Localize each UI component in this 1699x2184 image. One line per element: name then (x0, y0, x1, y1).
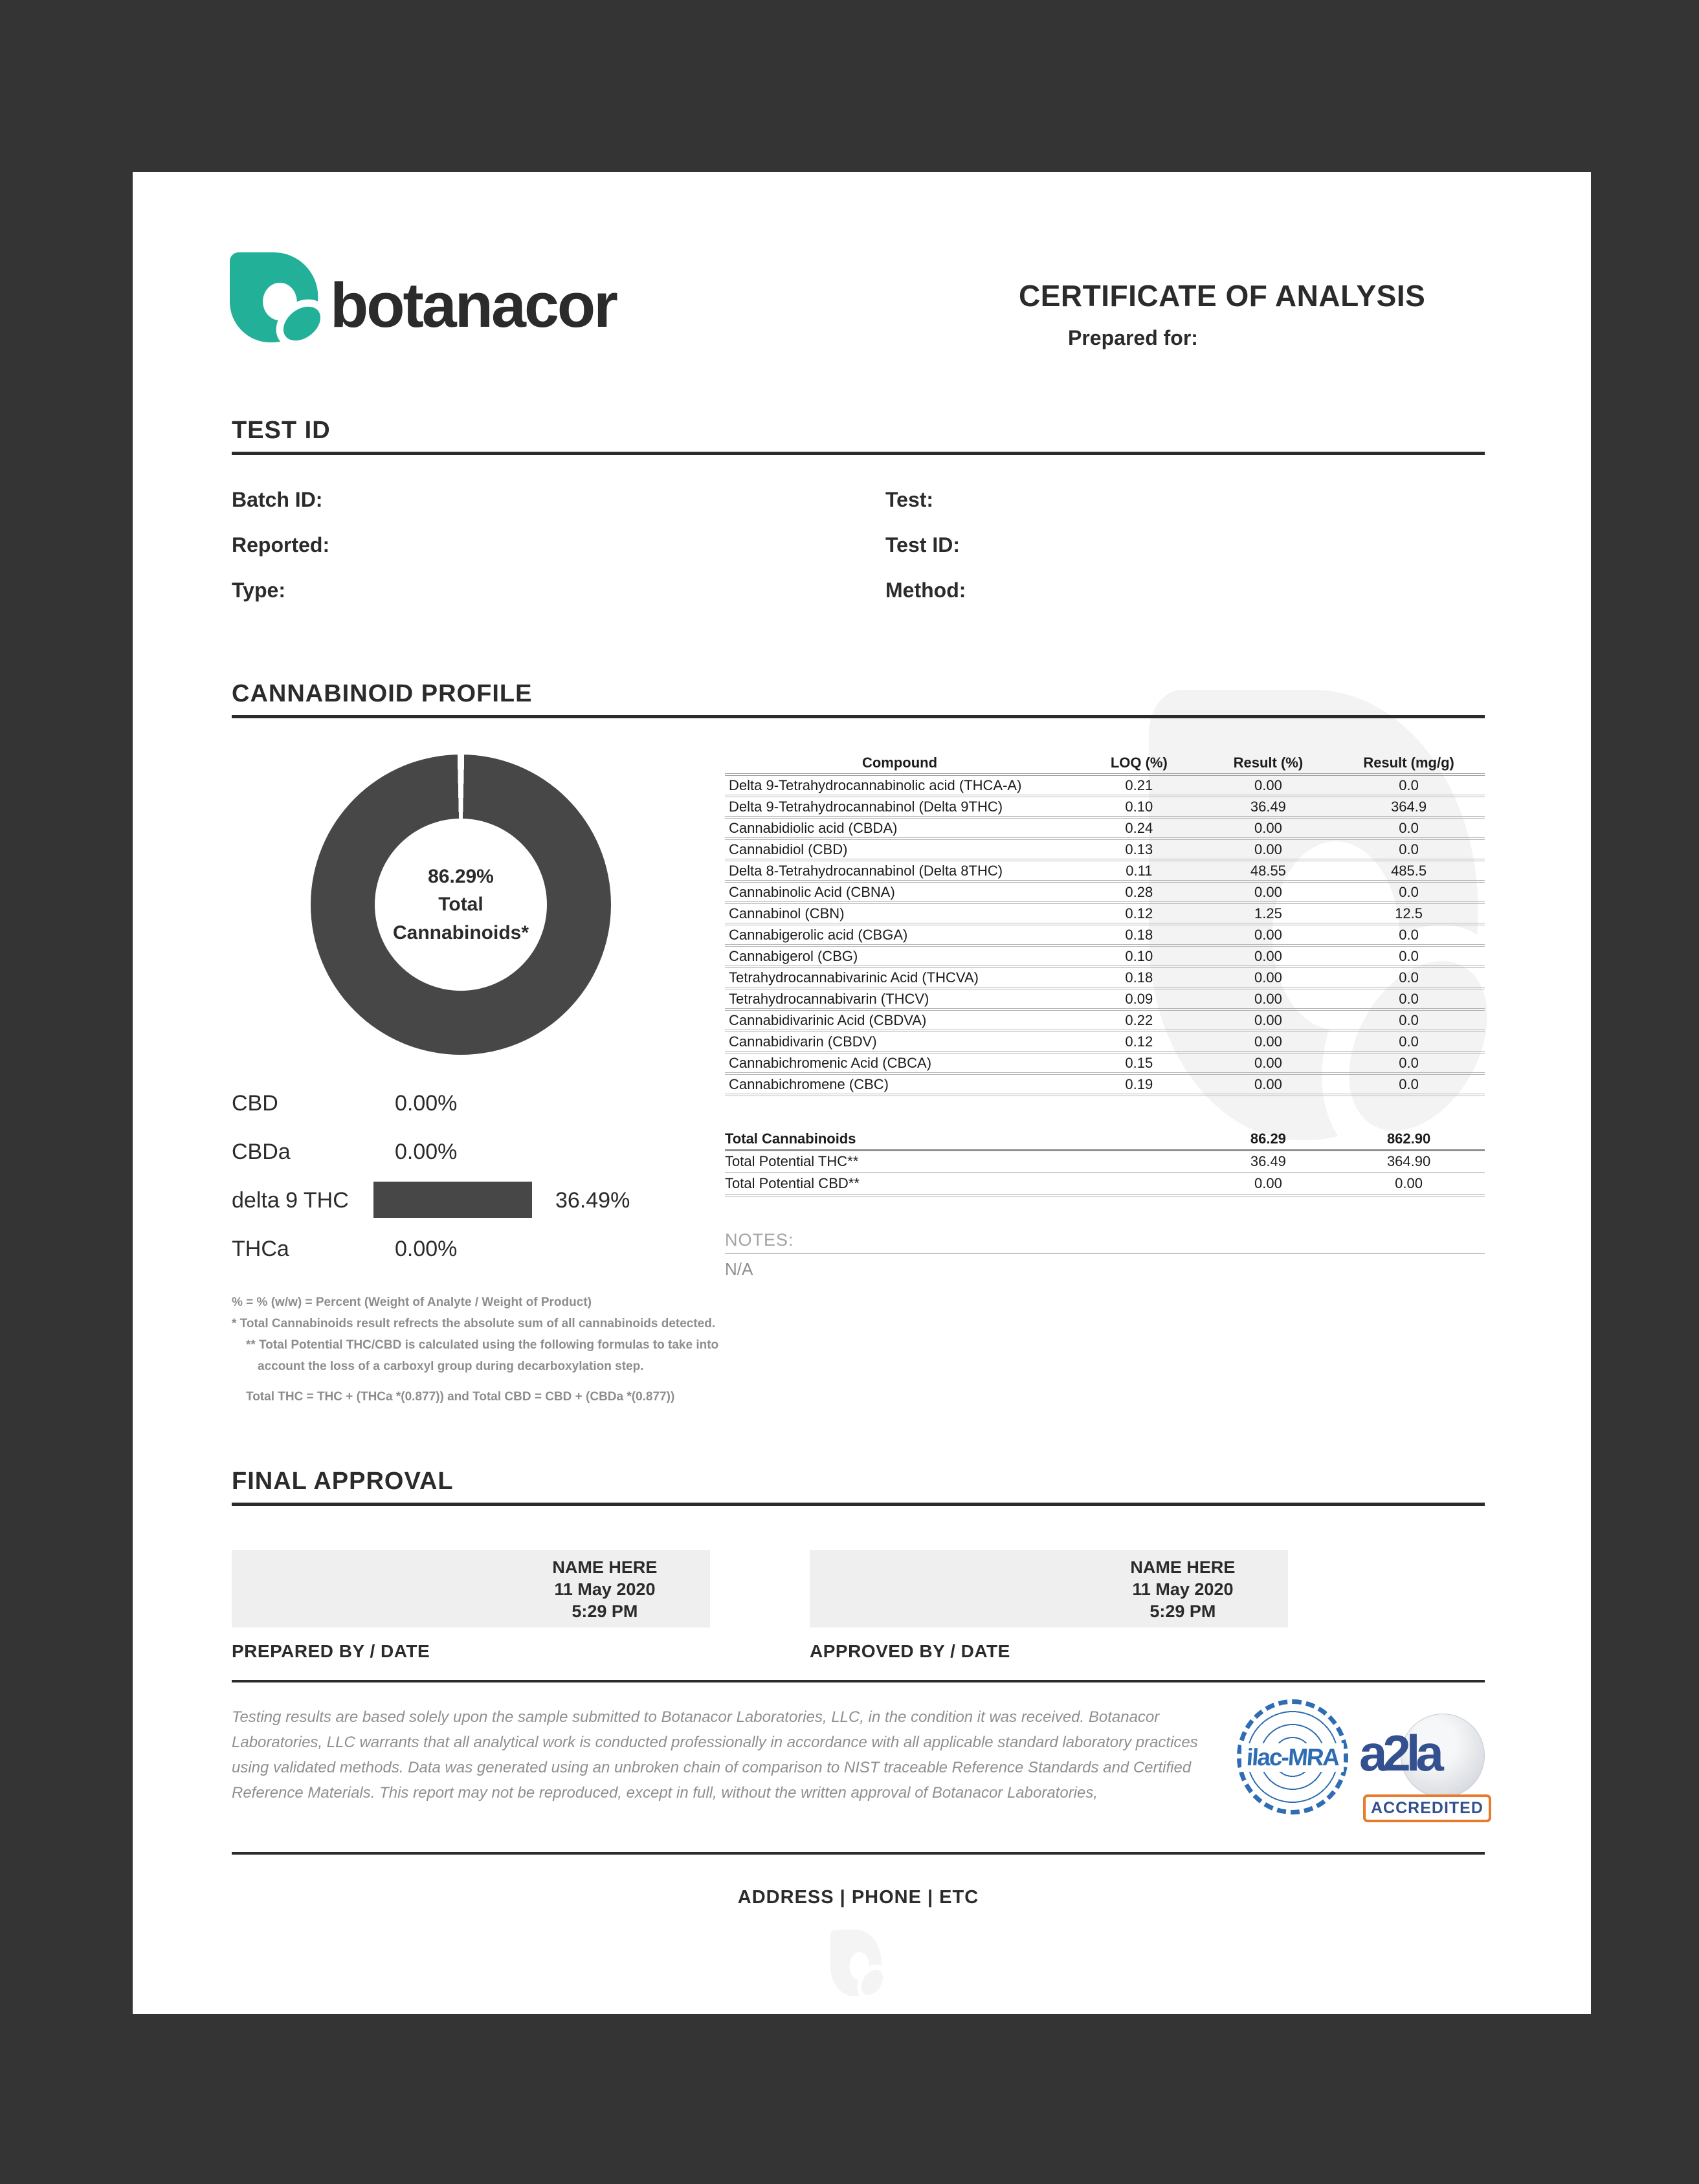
botanacor-watermark-small (830, 1930, 883, 2006)
compound-result-pct: 0.00 (1204, 1031, 1333, 1052)
totals-label: Total Cannabinoids (725, 1129, 1204, 1151)
prepared-by-name: NAME HERE (552, 1558, 658, 1577)
compound-loq: 0.15 (1074, 1052, 1204, 1074)
compound-result-mgg: 485.5 (1333, 860, 1485, 881)
prepared-by-time: 5:29 PM (572, 1602, 638, 1621)
compound-loq: 0.09 (1074, 988, 1204, 1009)
bar-row (232, 1129, 711, 1178)
totals-row (725, 1173, 1485, 1195)
final-approval-heading: FINAL APPROVAL (232, 1468, 454, 1495)
compound-name: Cannabichromene (CBC) (725, 1074, 1074, 1095)
totals-mgg: 0.00 (1333, 1173, 1485, 1195)
approved-by-signature-text (1078, 1550, 1288, 1622)
donut-hole (375, 819, 547, 991)
compound-result-pct: 36.49 (1204, 796, 1333, 817)
compound-row (725, 945, 1485, 967)
compound-result-pct: 48.55 (1204, 860, 1333, 881)
totals-pct: 36.49 (1204, 1151, 1333, 1173)
compound-loq: 0.18 (1074, 924, 1204, 945)
compound-row (725, 775, 1485, 796)
compound-result-pct: 0.00 (1204, 945, 1333, 967)
compound-result-pct: 1.25 (1204, 903, 1333, 924)
field-method: Method: (885, 579, 966, 602)
total-cannabinoids-donut-chart (311, 755, 611, 1055)
donut-value: 86.29% (428, 865, 494, 887)
footnote-line: account the loss of a carboxyl group during decarboxylation step. (258, 1360, 644, 1373)
approved-by-label: APPROVED BY / DATE (810, 1641, 1010, 1661)
compound-name: Cannabigerolic acid (CBGA) (725, 924, 1074, 945)
bar-fill (373, 1182, 532, 1218)
col-result-pct: Result (%) (1204, 753, 1333, 775)
bar-value: 36.49% (555, 1188, 630, 1213)
compound-result-mgg: 364.9 (1333, 796, 1485, 817)
approved-by-date: 11 May 2020 (1132, 1580, 1234, 1599)
totals-mgg: 862.90 (1333, 1129, 1485, 1151)
compound-table-header-row (725, 753, 1485, 775)
compound-row (725, 988, 1485, 1009)
totals-mgg: 364.90 (1333, 1151, 1485, 1173)
compound-loq: 0.22 (1074, 1009, 1204, 1031)
compound-name: Cannabinolic Acid (CBNA) (725, 881, 1074, 903)
compound-row (725, 1031, 1485, 1052)
final-approval-rule (232, 1503, 1485, 1506)
compound-result-mgg: 0.0 (1333, 945, 1485, 967)
compound-loq: 0.24 (1074, 817, 1204, 839)
bar-label: CBD (232, 1091, 278, 1116)
certificate-header (1019, 279, 1498, 350)
compound-result-mgg: 0.0 (1333, 1031, 1485, 1052)
ilac-mra-label: ilac-MRA (1245, 1743, 1340, 1770)
footnote-line: Total THC = THC + (THCa *(0.877)) and Total CBD = CBD + (CBDa *(0.877)) (246, 1390, 675, 1404)
totals-pct: 86.29 (1204, 1129, 1333, 1151)
compound-result-mgg: 0.0 (1333, 1052, 1485, 1074)
profile-footnotes (232, 1292, 724, 1407)
field-batch-id: Batch ID: (232, 488, 323, 511)
bar-value: 0.00% (395, 1091, 458, 1116)
col-loq: LOQ (%) (1074, 753, 1204, 775)
compound-result-mgg: 12.5 (1333, 903, 1485, 924)
compound-loq: 0.19 (1074, 1074, 1204, 1095)
certificate-title: CERTIFICATE OF ANALYSIS (1019, 279, 1426, 313)
compound-row (725, 924, 1485, 945)
compound-name: Delta 8-Tetrahydrocannabinol (Delta 8THC) (725, 860, 1074, 881)
compound-result-mgg: 0.0 (1333, 1009, 1485, 1031)
compound-name: Cannabidivarin (CBDV) (725, 1031, 1074, 1052)
compound-result-mgg: 0.0 (1333, 924, 1485, 945)
disclaimer-text: Testing results are based solely upon the sample submitted to Botanacor Laboratories, LLC, in the condition it was received. Botanacor Laboratories, LLC warrants that all analytical work is conducted professionally in accordance with all applicable standard laboratory practices using validated methods. Data was generated using an unbroken chain of comparison to NIST traceable Reference Standards and Certified Reference Materials. This report may not be reproduced, except in full, without the written approval of Botanacor Laboratories, (232, 1708, 1198, 1802)
compound-name: Cannabidiolic acid (CBDA) (725, 817, 1074, 839)
footer-rule (232, 1852, 1485, 1855)
compound-row (725, 860, 1485, 881)
compound-result-pct: 0.00 (1204, 1009, 1333, 1031)
compound-name: Cannabinol (CBN) (725, 903, 1074, 924)
bar-label: CBDa (232, 1140, 291, 1164)
cannabinoid-profile-heading: CANNABINOID PROFILE (232, 680, 533, 707)
bar-row (232, 1081, 711, 1129)
compound-name: Tetrahydrocannabivarin (THCV) (725, 988, 1074, 1009)
compound-loq: 0.21 (1074, 775, 1204, 796)
compound-name: Tetrahydrocannabivarinic Acid (THCVA) (725, 967, 1074, 988)
compound-loq: 0.13 (1074, 839, 1204, 860)
notes-value: N/A (725, 1259, 753, 1279)
bar-label: THCa (232, 1237, 289, 1261)
certificate-page (133, 172, 1591, 2014)
compound-result-mgg: 0.0 (1333, 775, 1485, 796)
donut-line2: Total (438, 894, 483, 916)
botanacor-logo-icon (230, 252, 322, 355)
compound-result-pct: 0.00 (1204, 988, 1333, 1009)
approved-by-time: 5:29 PM (1149, 1602, 1216, 1621)
a2la-accredited-badge (1363, 1794, 1491, 1822)
compound-result-pct: 0.00 (1204, 967, 1333, 988)
prepared-by-date: 11 May 2020 (554, 1580, 656, 1599)
field-reported: Reported: (232, 533, 330, 557)
a2la-accredited-label: ACCREDITED (1371, 1799, 1483, 1817)
bar-label: delta 9 THC (232, 1188, 349, 1213)
col-compound: Compound (725, 753, 1074, 775)
donut-center-label (393, 863, 529, 947)
bar-row (232, 1226, 711, 1275)
compound-result-mgg: 0.0 (1333, 817, 1485, 839)
prepared-by-label: PREPARED BY / DATE (232, 1641, 430, 1661)
compound-table (725, 753, 1485, 1096)
disclaimer-top-rule (232, 1680, 1485, 1682)
bar-value: 0.00% (395, 1237, 458, 1261)
footnote-line: * Total Cannabinoids result refrects the absolute sum of all cannabinoids detected. (232, 1317, 716, 1330)
bar-row (232, 1178, 711, 1226)
compound-loq: 0.18 (1074, 967, 1204, 988)
approved-by-name: NAME HERE (1130, 1558, 1236, 1577)
compound-name: Cannabidivarinic Acid (CBDVA) (725, 1009, 1074, 1031)
compound-result-pct: 0.00 (1204, 839, 1333, 860)
compound-loq: 0.10 (1074, 796, 1204, 817)
compound-row (725, 903, 1485, 924)
totals-label: Total Potential THC** (725, 1151, 1204, 1173)
cannabinoid-bar-list (232, 1081, 711, 1275)
compound-loq: 0.28 (1074, 881, 1204, 903)
compound-row (725, 839, 1485, 860)
totals-row (725, 1151, 1485, 1173)
compound-loq: 0.10 (1074, 945, 1204, 967)
test-id-rule (232, 452, 1485, 455)
compound-name: Cannabidiol (CBD) (725, 839, 1074, 860)
field-test: Test: (885, 488, 934, 511)
compound-result-mgg: 0.0 (1333, 881, 1485, 903)
ilac-mra-seal-icon (1237, 1699, 1348, 1814)
compound-row (725, 881, 1485, 903)
footnote-line: ** Total Potential THC/CBD is calculated using the following formulas to take into (246, 1338, 719, 1352)
totals-label: Total Potential CBD** (725, 1173, 1204, 1195)
prepared-for-label: Prepared for: (1068, 325, 1198, 349)
compound-row (725, 796, 1485, 817)
compound-result-mgg: 0.0 (1333, 1074, 1485, 1095)
compound-result-pct: 0.00 (1204, 881, 1333, 903)
brand-wordmark: botanacor (330, 270, 616, 340)
totals-table (725, 1129, 1485, 1197)
prepared-by-signature-text (500, 1550, 710, 1622)
compound-result-pct: 0.00 (1204, 817, 1333, 839)
field-type: Type: (232, 579, 285, 602)
compound-loq: 0.12 (1074, 1031, 1204, 1052)
compound-result-mgg: 0.0 (1333, 967, 1485, 988)
col-result-mgg: Result (mg/g) (1333, 753, 1485, 775)
prepared-by-signature-box (232, 1550, 710, 1627)
cannabinoid-profile-rule (232, 715, 1485, 718)
ilac-text-band (1241, 1743, 1344, 1772)
bar-value: 0.00% (395, 1140, 458, 1164)
field-test-id: Test ID: (885, 533, 960, 557)
compound-row (725, 1009, 1485, 1031)
compound-result-mgg: 0.0 (1333, 988, 1485, 1009)
compound-name: Delta 9-Tetrahydrocannabinolic acid (THCA-A) (725, 775, 1074, 796)
compound-result-pct: 0.00 (1204, 1052, 1333, 1074)
compound-result-pct: 0.00 (1204, 924, 1333, 945)
donut-line3: Cannabinoids* (392, 921, 529, 943)
compound-loq: 0.11 (1074, 860, 1204, 881)
compound-name: Delta 9-Tetrahydrocannabinol (Delta 9THC) (725, 796, 1074, 817)
compound-loq: 0.12 (1074, 903, 1204, 924)
compound-row (725, 967, 1485, 988)
footnote-line: % = % (w/w) = Percent (Weight of Analyte / Weight of Product) (232, 1296, 592, 1309)
test-id-heading: TEST ID (232, 417, 331, 444)
compound-row (725, 1074, 1485, 1095)
compound-row (725, 1052, 1485, 1074)
notes-label: NOTES: (725, 1230, 1485, 1254)
compound-result-pct: 0.00 (1204, 1074, 1333, 1095)
totals-pct: 0.00 (1204, 1173, 1333, 1195)
a2la-label: a2la (1359, 1725, 1439, 1781)
compound-row (725, 817, 1485, 839)
approved-by-signature-box (810, 1550, 1288, 1627)
compound-result-pct: 0.00 (1204, 775, 1333, 796)
footer-contact-line: ADDRESS | PHONE | ETC (737, 1887, 979, 1908)
totals-row (725, 1129, 1485, 1151)
a2la-accredited-icon (1359, 1714, 1486, 1822)
compound-name: Cannabichromenic Acid (CBCA) (725, 1052, 1074, 1074)
compound-name: Cannabigerol (CBG) (725, 945, 1074, 967)
compound-result-mgg: 0.0 (1333, 839, 1485, 860)
compound-table-area (725, 753, 1485, 1279)
